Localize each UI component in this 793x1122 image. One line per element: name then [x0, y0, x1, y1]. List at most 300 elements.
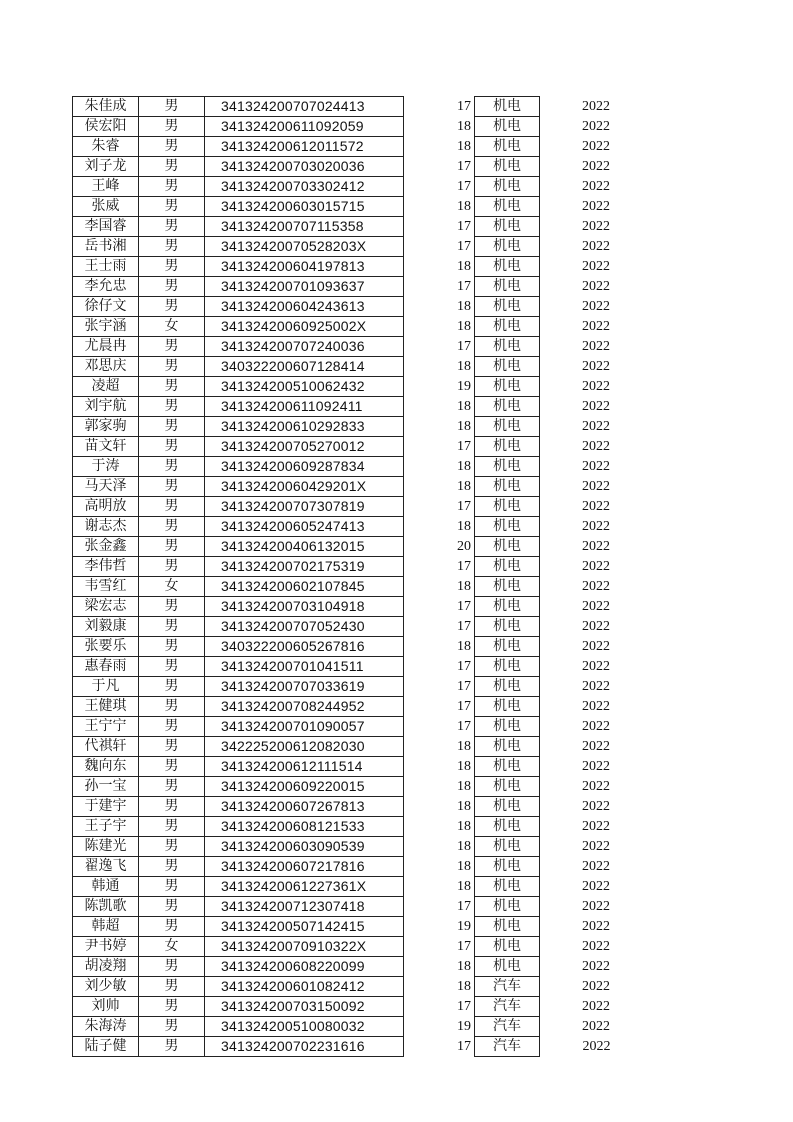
- id-number-cell: 341324200707115358: [205, 217, 404, 237]
- enrollment-year-cell: 2022: [582, 379, 610, 394]
- enrollment-year-cell: 2022: [582, 859, 610, 874]
- table-row: [73, 217, 611, 237]
- table-row: [73, 117, 611, 137]
- major-cell: 汽车: [475, 997, 540, 1017]
- gender-cell: 女: [139, 577, 205, 597]
- gender-cell: 男: [139, 777, 205, 797]
- gender-cell: 男: [139, 797, 205, 817]
- table-row: [73, 697, 611, 717]
- student-name-cell: 凌超: [73, 377, 139, 397]
- id-number-cell: 34132420070528203X: [205, 237, 404, 257]
- major-cell: 机电: [475, 757, 540, 777]
- age-cell: 17: [457, 219, 471, 234]
- major-cell: 机电: [475, 637, 540, 657]
- gender-cell: 男: [139, 537, 205, 557]
- id-number-cell: 341324200707033619: [205, 677, 404, 697]
- enrollment-year-cell: 2022: [582, 839, 610, 854]
- age-cell: 18: [457, 859, 471, 874]
- id-number-cell: 34132420060429201X: [205, 477, 404, 497]
- student-name-cell: 刘毅康: [73, 617, 139, 637]
- table-row: [73, 977, 611, 997]
- enrollment-year-cell: 2022: [582, 619, 610, 634]
- gender-cell: 男: [139, 297, 205, 317]
- major-cell: 机电: [475, 177, 540, 197]
- table-row: [73, 277, 611, 297]
- age-cell: 18: [457, 139, 471, 154]
- age-cell: 17: [457, 899, 471, 914]
- enrollment-year-cell: 2022: [582, 799, 610, 814]
- student-name-cell: 胡凌翔: [73, 957, 139, 977]
- gender-cell: 男: [139, 517, 205, 537]
- gender-cell: 男: [139, 177, 205, 197]
- enrollment-year-cell: 2022: [582, 659, 610, 674]
- enrollment-year-cell: 2022: [582, 539, 610, 554]
- age-cell: 18: [457, 979, 471, 994]
- table-row: [73, 617, 611, 637]
- table-row: [73, 297, 611, 317]
- major-cell: 机电: [475, 217, 540, 237]
- table-row: [73, 197, 611, 217]
- gender-cell: 男: [139, 277, 205, 297]
- major-cell: 机电: [475, 257, 540, 277]
- gender-cell: 男: [139, 1017, 205, 1037]
- major-cell: 机电: [475, 277, 540, 297]
- table-row: [73, 397, 611, 417]
- student-name-cell: 李国睿: [73, 217, 139, 237]
- student-name-cell: 徐仔文: [73, 297, 139, 317]
- enrollment-year-cell: 2022: [582, 979, 610, 994]
- student-name-cell: 陆子健: [73, 1037, 139, 1057]
- enrollment-year-cell: 2022: [582, 559, 610, 574]
- id-number-cell: 341324200609220015: [205, 777, 404, 797]
- table-row: [73, 937, 611, 957]
- gender-cell: 男: [139, 457, 205, 477]
- enrollment-year-cell: 2022: [582, 759, 610, 774]
- major-cell: 机电: [475, 617, 540, 637]
- gender-cell: 男: [139, 997, 205, 1017]
- gender-cell: 男: [139, 397, 205, 417]
- student-name-cell: 尤晨冉: [73, 337, 139, 357]
- id-number-cell: 341324200701041511: [205, 657, 404, 677]
- id-number-cell: 341324200707307819: [205, 497, 404, 517]
- enrollment-year-cell: 2022: [582, 599, 610, 614]
- major-cell: 机电: [475, 297, 540, 317]
- age-cell: 17: [457, 999, 471, 1014]
- major-cell: 机电: [475, 857, 540, 877]
- id-number-cell: 341324200703150092: [205, 997, 404, 1017]
- age-cell: 17: [457, 439, 471, 454]
- major-cell: 汽车: [475, 1017, 540, 1037]
- id-number-cell: 341324200703020036: [205, 157, 404, 177]
- major-cell: 机电: [475, 577, 540, 597]
- age-cell: 17: [457, 699, 471, 714]
- student-name-cell: 陈建光: [73, 837, 139, 857]
- enrollment-year-cell: 2022: [582, 259, 610, 274]
- gender-cell: 男: [139, 97, 205, 117]
- gender-cell: 男: [139, 1037, 205, 1057]
- table-row: [73, 517, 611, 537]
- student-name-cell: 翟逸飞: [73, 857, 139, 877]
- major-cell: 机电: [475, 437, 540, 457]
- table-row: [73, 817, 611, 837]
- gender-cell: 男: [139, 917, 205, 937]
- age-cell: 17: [457, 99, 471, 114]
- student-name-cell: 侯宏阳: [73, 117, 139, 137]
- student-name-cell: 邓思庆: [73, 357, 139, 377]
- gender-cell: 男: [139, 377, 205, 397]
- table-row: [73, 377, 611, 397]
- table-row: [73, 997, 611, 1017]
- major-cell: 机电: [475, 197, 540, 217]
- student-name-cell: 张宇涵: [73, 317, 139, 337]
- enrollment-year-cell: 2022: [582, 939, 610, 954]
- student-name-cell: 孙一宝: [73, 777, 139, 797]
- student-name-cell: 李允忠: [73, 277, 139, 297]
- age-cell: 17: [457, 619, 471, 634]
- major-cell: 机电: [475, 937, 540, 957]
- id-number-cell: 341324200703104918: [205, 597, 404, 617]
- student-name-cell: 张金鑫: [73, 537, 139, 557]
- enrollment-year-cell: 2022: [582, 199, 610, 214]
- id-number-cell: 341324200610292833: [205, 417, 404, 437]
- id-number-cell: 341324200609287834: [205, 457, 404, 477]
- age-cell: 17: [457, 939, 471, 954]
- student-name-cell: 于涛: [73, 457, 139, 477]
- age-cell: 18: [457, 799, 471, 814]
- gender-cell: 男: [139, 137, 205, 157]
- enrollment-year-cell: 2022: [582, 159, 610, 174]
- age-cell: 19: [457, 379, 471, 394]
- gender-cell: 男: [139, 857, 205, 877]
- major-cell: 机电: [475, 957, 540, 977]
- student-name-cell: 高明放: [73, 497, 139, 517]
- table-row: [73, 97, 611, 117]
- id-number-cell: 341324200701093637: [205, 277, 404, 297]
- age-cell: 18: [457, 739, 471, 754]
- major-cell: 机电: [475, 497, 540, 517]
- table-row: [73, 557, 611, 577]
- table-row: [73, 1017, 611, 1037]
- id-number-cell: 34132420061227361X: [205, 877, 404, 897]
- id-number-cell: 341324200703302412: [205, 177, 404, 197]
- major-cell: 机电: [475, 797, 540, 817]
- major-cell: 机电: [475, 677, 540, 697]
- student-name-cell: 张要乐: [73, 637, 139, 657]
- gender-cell: 男: [139, 877, 205, 897]
- enrollment-year-cell: 2022: [582, 239, 610, 254]
- age-cell: 18: [457, 459, 471, 474]
- enrollment-year-cell: 2022: [582, 1019, 610, 1034]
- student-name-cell: 李伟哲: [73, 557, 139, 577]
- id-number-cell: 341324200712307418: [205, 897, 404, 917]
- gender-cell: 男: [139, 637, 205, 657]
- major-cell: 机电: [475, 517, 540, 537]
- age-cell: 17: [457, 499, 471, 514]
- enrollment-year-cell: 2022: [582, 919, 610, 934]
- age-cell: 20: [457, 539, 471, 554]
- enrollment-year-cell: 2022: [582, 819, 610, 834]
- age-cell: 17: [457, 659, 471, 674]
- age-cell: 18: [457, 519, 471, 534]
- enrollment-year-cell: 2022: [582, 99, 610, 114]
- student-name-cell: 张威: [73, 197, 139, 217]
- id-number-cell: 341324200602107845: [205, 577, 404, 597]
- student-name-cell: 朱睿: [73, 137, 139, 157]
- student-name-cell: 尹书婷: [73, 937, 139, 957]
- gender-cell: 男: [139, 497, 205, 517]
- age-cell: 17: [457, 239, 471, 254]
- student-name-cell: 刘子龙: [73, 157, 139, 177]
- id-number-cell: 340322200607128414: [205, 357, 404, 377]
- student-name-cell: 王健琪: [73, 697, 139, 717]
- major-cell: 机电: [475, 657, 540, 677]
- id-number-cell: 341324200701090057: [205, 717, 404, 737]
- gender-cell: 男: [139, 157, 205, 177]
- major-cell: 机电: [475, 717, 540, 737]
- gender-cell: 男: [139, 257, 205, 277]
- id-number-cell: 341324200705270012: [205, 437, 404, 457]
- table-row: [73, 417, 611, 437]
- id-number-cell: 341324200702231616: [205, 1037, 404, 1057]
- age-cell: 18: [457, 639, 471, 654]
- major-cell: 机电: [475, 737, 540, 757]
- age-cell: 17: [457, 159, 471, 174]
- enrollment-year-cell: 2022: [582, 579, 610, 594]
- table-row: [73, 137, 611, 157]
- gender-cell: 男: [139, 957, 205, 977]
- enrollment-year-cell: 2022: [582, 139, 610, 154]
- id-number-cell: 341324200607217816: [205, 857, 404, 877]
- age-cell: 17: [457, 179, 471, 194]
- table-row: [73, 797, 611, 817]
- table-row: [73, 777, 611, 797]
- major-cell: 机电: [475, 417, 540, 437]
- enrollment-year-cell: 2022: [582, 499, 610, 514]
- major-cell: 机电: [475, 137, 540, 157]
- table-row: [73, 477, 611, 497]
- age-cell: 19: [457, 1019, 471, 1034]
- table-row: [73, 437, 611, 457]
- table-row: [73, 917, 611, 937]
- id-number-cell: 341324200605247413: [205, 517, 404, 537]
- enrollment-year-cell: 2022: [582, 1039, 611, 1054]
- major-cell: 机电: [475, 157, 540, 177]
- gender-cell: 男: [139, 197, 205, 217]
- student-table-body: [73, 97, 611, 1057]
- major-cell: 机电: [475, 897, 540, 917]
- id-number-cell: 341324200707052430: [205, 617, 404, 637]
- major-cell: 机电: [475, 557, 540, 577]
- table-row: [73, 657, 611, 677]
- major-cell: 机电: [475, 237, 540, 257]
- age-cell: 18: [457, 819, 471, 834]
- id-number-cell: 341324200406132015: [205, 537, 404, 557]
- gender-cell: 男: [139, 417, 205, 437]
- id-number-cell: 341324200510080032: [205, 1017, 404, 1037]
- id-number-cell: 341324200707240036: [205, 337, 404, 357]
- enrollment-year-cell: 2022: [582, 299, 610, 314]
- age-cell: 18: [457, 299, 471, 314]
- age-cell: 18: [457, 759, 471, 774]
- age-cell: 18: [457, 319, 471, 334]
- age-cell: 18: [457, 839, 471, 854]
- table-row: [73, 837, 611, 857]
- enrollment-year-cell: 2022: [582, 479, 610, 494]
- table-row: [73, 177, 611, 197]
- enrollment-year-cell: 2022: [582, 339, 610, 354]
- major-cell: 机电: [475, 537, 540, 557]
- age-cell: 18: [457, 479, 471, 494]
- gender-cell: 男: [139, 697, 205, 717]
- enrollment-year-cell: 2022: [582, 459, 610, 474]
- table-row: [73, 597, 611, 617]
- gender-cell: 男: [139, 357, 205, 377]
- enrollment-year-cell: 2022: [582, 319, 610, 334]
- enrollment-year-cell: 2022: [582, 279, 610, 294]
- student-name-cell: 刘少敏: [73, 977, 139, 997]
- id-number-cell: 341324200607267813: [205, 797, 404, 817]
- enrollment-year-cell: 2022: [582, 399, 610, 414]
- age-cell: 17: [457, 599, 471, 614]
- table-row: [73, 577, 611, 597]
- enrollment-year-cell: 2022: [582, 739, 610, 754]
- id-number-cell: 341324200608121533: [205, 817, 404, 837]
- major-cell: 机电: [475, 697, 540, 717]
- age-cell: 18: [457, 119, 471, 134]
- student-name-cell: 王士雨: [73, 257, 139, 277]
- gender-cell: 男: [139, 597, 205, 617]
- table-row: [73, 637, 611, 657]
- table-row: [73, 717, 611, 737]
- major-cell: 机电: [475, 357, 540, 377]
- id-number-cell: 340322200605267816: [205, 637, 404, 657]
- gender-cell: 女: [139, 937, 205, 957]
- student-name-cell: 郭家驹: [73, 417, 139, 437]
- enrollment-year-cell: 2022: [582, 119, 610, 134]
- table-row: [73, 357, 611, 377]
- student-name-cell: 朱佳成: [73, 97, 139, 117]
- age-cell: 18: [457, 259, 471, 274]
- id-number-cell: 341324200604243613: [205, 297, 404, 317]
- table-row: [73, 337, 611, 357]
- gender-cell: 男: [139, 617, 205, 637]
- table-row: [73, 737, 611, 757]
- student-name-cell: 惠春雨: [73, 657, 139, 677]
- enrollment-year-cell: 2022: [582, 959, 610, 974]
- gender-cell: 男: [139, 437, 205, 457]
- student-name-cell: 魏向东: [73, 757, 139, 777]
- gender-cell: 男: [139, 657, 205, 677]
- id-number-cell: 341324200612111514: [205, 757, 404, 777]
- student-name-cell: 于建宇: [73, 797, 139, 817]
- gender-cell: 男: [139, 977, 205, 997]
- age-cell: 17: [457, 679, 471, 694]
- student-name-cell: 苗文轩: [73, 437, 139, 457]
- id-number-cell: 341324200604197813: [205, 257, 404, 277]
- major-cell: 机电: [475, 777, 540, 797]
- age-cell: 18: [457, 199, 471, 214]
- id-number-cell: 341324200702175319: [205, 557, 404, 577]
- major-cell: 机电: [475, 917, 540, 937]
- age-cell: 18: [457, 359, 471, 374]
- enrollment-year-cell: 2022: [582, 999, 610, 1014]
- gender-cell: 男: [139, 817, 205, 837]
- age-cell: 18: [457, 399, 471, 414]
- id-number-cell: 34132420060925002X: [205, 317, 404, 337]
- student-name-cell: 梁宏志: [73, 597, 139, 617]
- student-name-cell: 代祺轩: [73, 737, 139, 757]
- age-cell: 17: [457, 339, 471, 354]
- table-row: [73, 237, 611, 257]
- gender-cell: 男: [139, 897, 205, 917]
- major-cell: 机电: [475, 317, 540, 337]
- enrollment-year-cell: 2022: [582, 419, 610, 434]
- gender-cell: 男: [139, 237, 205, 257]
- student-name-cell: 刘帅: [73, 997, 139, 1017]
- student-name-cell: 王子宇: [73, 817, 139, 837]
- major-cell: 汽车: [475, 1037, 540, 1057]
- major-cell: 机电: [475, 337, 540, 357]
- student-name-cell: 王宁宁: [73, 717, 139, 737]
- table-row: [73, 957, 611, 977]
- gender-cell: 男: [139, 837, 205, 857]
- gender-cell: 男: [139, 677, 205, 697]
- table-row: [73, 1037, 611, 1057]
- student-name-cell: 韦雪红: [73, 577, 139, 597]
- table-row: [73, 677, 611, 697]
- id-number-cell: 341324200707024413: [205, 97, 404, 117]
- student-name-cell: 于凡: [73, 677, 139, 697]
- age-cell: 17: [457, 1039, 471, 1054]
- major-cell: 汽车: [475, 977, 540, 997]
- student-name-cell: 韩超: [73, 917, 139, 937]
- gender-cell: 男: [139, 477, 205, 497]
- student-name-cell: 陈凯歌: [73, 897, 139, 917]
- age-cell: 19: [457, 919, 471, 934]
- enrollment-year-cell: 2022: [582, 179, 610, 194]
- student-name-cell: 谢志杰: [73, 517, 139, 537]
- table-row: [73, 537, 611, 557]
- id-number-cell: 341324200603015715: [205, 197, 404, 217]
- enrollment-year-cell: 2022: [582, 359, 610, 374]
- age-cell: 17: [457, 279, 471, 294]
- major-cell: 机电: [475, 97, 540, 117]
- gender-cell: 女: [139, 317, 205, 337]
- gender-cell: 男: [139, 117, 205, 137]
- table-row: [73, 877, 611, 897]
- table-row: [73, 457, 611, 477]
- gender-cell: 男: [139, 337, 205, 357]
- age-cell: 18: [457, 879, 471, 894]
- major-cell: 机电: [475, 817, 540, 837]
- enrollment-year-cell: 2022: [582, 899, 610, 914]
- gender-cell: 男: [139, 217, 205, 237]
- enrollment-year-cell: 2022: [582, 699, 610, 714]
- age-cell: 18: [457, 579, 471, 594]
- major-cell: 机电: [475, 837, 540, 857]
- student-name-cell: 王峰: [73, 177, 139, 197]
- table-row: [73, 897, 611, 917]
- student-name-cell: 岳书湘: [73, 237, 139, 257]
- gender-cell: 男: [139, 557, 205, 577]
- id-number-cell: 341324200611092059: [205, 117, 404, 137]
- age-cell: 18: [457, 419, 471, 434]
- enrollment-year-cell: 2022: [582, 519, 610, 534]
- enrollment-year-cell: 2022: [582, 879, 610, 894]
- gender-cell: 男: [139, 757, 205, 777]
- table-row: [73, 257, 611, 277]
- major-cell: 机电: [475, 597, 540, 617]
